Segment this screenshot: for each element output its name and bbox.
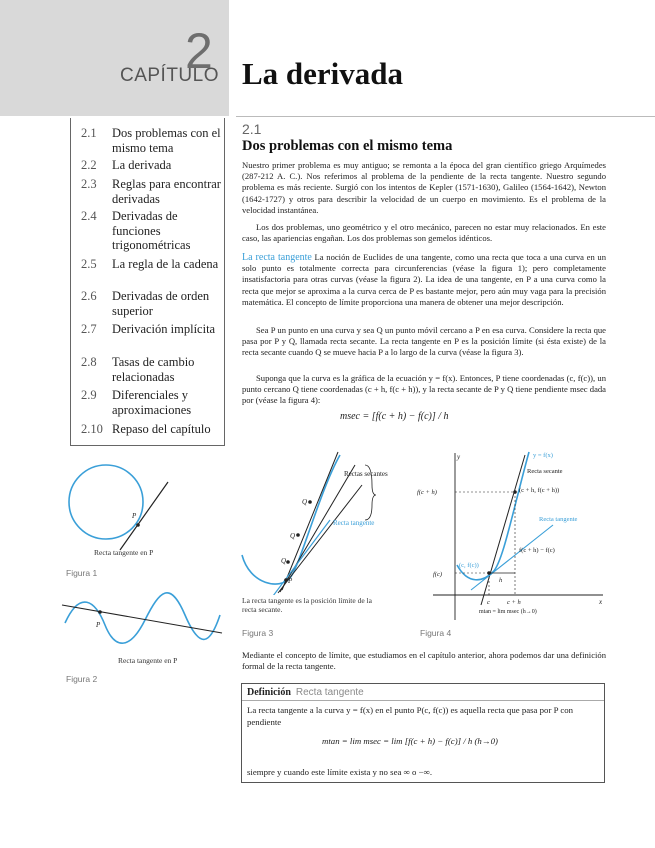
secant-slope-formula: msec = [f(c + h) − f(c)] / h — [340, 411, 449, 422]
tangente-label: Recta tangente — [333, 519, 375, 527]
paragraph-tangent: La recta tangente La noción de Euclides de una tangente, como una recta que toca a una curva en un solo punto es totalmente correcta para circunferencias (véase la figura 1); pero completamente insatisfactoria para otras curvas (véase la figura 2). La idea de una tangente, en P a una curva como la recta que mejor se aproxima a la curva cerca de P es bastante mejor, pero aún muy vaga para la precisión matemática. El concepto de límite proporciona una manera de obtener una mejor descripción. — [242, 252, 607, 307]
figure-2-caption: Recta tangente en P — [118, 656, 178, 665]
point-q — [286, 560, 290, 564]
point-q — [513, 490, 517, 494]
point-q-label: Q — [302, 498, 308, 506]
chapter-word: CAPÍTULO — [119, 65, 219, 86]
c-tick-label: c — [487, 599, 490, 606]
y-axis-label: y — [457, 453, 461, 461]
paragraph-intro: Nuestro primer problema es muy antiguo; se remonta a la época del gran científico griego Arquímedes (287-212 A. C.). Nos referimos al problema de la pendiente de la recta tangente. Nuestro segundo problema es más reciente. Surgió con los intentos de Kepler (1571-1630), Galileo (1564-1642), Newton (1642-1727) y otros para describir la velocidad de un cuerpo en movimiento. Es el problema de la velocidad instantánea. — [242, 160, 606, 215]
definition-rule — [242, 700, 604, 701]
secant-line — [280, 465, 355, 592]
wavy-curve — [65, 593, 220, 643]
paragraph-slope: Suponga que la curva es la gráfica de la ecuación y = f(x). Entonces, P tiene coordenadas (c, f(c)), un punto cercano Q tiene coordenadas (c + h, f(c + h)), y la recta secante de P y Q tiene pendiente msec dada por (véase la figura 4): — [242, 373, 606, 406]
chapter-toc: 2.1 Dos problemas con el mismo tema 2.2 La derivada 2.3 Reglas para encontrar derivadas 2.4 Derivadas de funciones trigonométricas 2.5 La regla de la cadena 2.6 Derivadas de orden superior 2.7 Derivación implícita 2.8 Tasas de cambio relacionadas 2.9 Diferenciales y aproximaciones 2.10 Repaso del capítulo — [70, 118, 225, 446]
mtan-label: mtan = lim msec (h→0) — [479, 609, 537, 615]
figure-3-caption: La recta tangente es la posición límite de la recta secante. — [242, 596, 372, 614]
circle-curve — [69, 465, 143, 539]
figure-4-graphic — [413, 450, 608, 625]
p-coord-label: (c, f(c)) — [459, 562, 479, 569]
tangent-line — [471, 525, 553, 590]
figure-1-graphic — [62, 460, 172, 560]
definition-heading: Definición Recta tangente — [247, 687, 364, 698]
fch-tick-label: f(c + h) — [417, 489, 437, 496]
paragraph-definition-intro: Mediante el concepto de límite, que estudiamos en el capítulo anterior, ahora podemos dar una definición formal de la recta tangente. — [242, 650, 606, 672]
h-label: h — [499, 577, 503, 584]
header-rule — [236, 116, 655, 117]
point-q-label: Q — [281, 557, 287, 565]
x-axis-label: x — [599, 598, 603, 606]
q-coord-label: (c + h, f(c + h)) — [519, 487, 560, 494]
section-number: 2.1 — [242, 121, 262, 137]
point-q — [308, 500, 312, 504]
point-q — [296, 533, 300, 537]
fc-tick-label: f(c) — [433, 571, 443, 578]
secantes-label: Rectas secantes — [344, 470, 388, 478]
tangent-line — [62, 605, 222, 633]
diff-label: f(c + h) − f(c) — [519, 547, 555, 554]
ch-tick-label: c + h — [507, 599, 521, 606]
figure-3-label: Figura 3 — [242, 628, 274, 638]
figure-1-caption: Recta tangente en P — [94, 548, 154, 557]
curve — [242, 455, 340, 584]
figure-1-label: Figura 1 — [66, 568, 98, 578]
tangent-lead: La recta tangente — [242, 252, 312, 263]
curve-label: y = f(x) — [533, 452, 553, 459]
point-p — [98, 610, 102, 614]
figure-2-graphic — [60, 585, 225, 655]
curve-fx — [457, 452, 529, 580]
tangente-label: Recta tangente — [539, 516, 578, 523]
figure-4-label: Figura 4 — [420, 628, 452, 638]
point-p — [136, 523, 140, 527]
figure-3-graphic — [240, 450, 410, 595]
point-p-label: P — [132, 512, 137, 520]
chapter-title: La derivada — [242, 56, 404, 91]
definition-tail: siempre y cuando este límite exista y no sea ∞ o −∞. — [247, 767, 433, 777]
section-title: Dos problemas con el mismo tema — [242, 138, 453, 154]
point-q-label: Q — [290, 532, 296, 540]
paragraph-secant: Sea P un punto en una curva y sea Q un punto móvil cercano a P en esa curva. Considere la recta que pasa por P y Q, llamada recta secante. La recta tangente en P es la posición límite (si ésta existe) de la recta secante cuando Q se mueve hacia P a lo largo de la curva (véase la figura 3). — [242, 325, 606, 358]
point-p-label: P — [96, 621, 101, 629]
secante-label: Recta secante — [527, 468, 563, 475]
tangent-line — [120, 482, 168, 550]
definition-formula: mtan = lim msec = lim [f(c + h) − f(c)] / h (h→0) — [322, 736, 498, 746]
point-p-label: P — [288, 577, 293, 585]
secant-line — [481, 455, 525, 605]
chapter-number: 2 — [185, 23, 213, 79]
figure-2-label: Figura 2 — [66, 674, 98, 684]
paragraph-twins: Los dos problemas, uno geométrico y el otro mecánico, parecen no estar muy relacionados. En este caso, las apariencias engañan. Los dos problemas son gemelos idénticos. — [242, 222, 606, 244]
definition-text: La recta tangente a la curva y = f(x) en el punto P(c, f(c)) es aquella recta que pasa por P con pendiente — [247, 705, 574, 727]
point-p — [487, 571, 491, 575]
definition-box — [241, 683, 605, 783]
